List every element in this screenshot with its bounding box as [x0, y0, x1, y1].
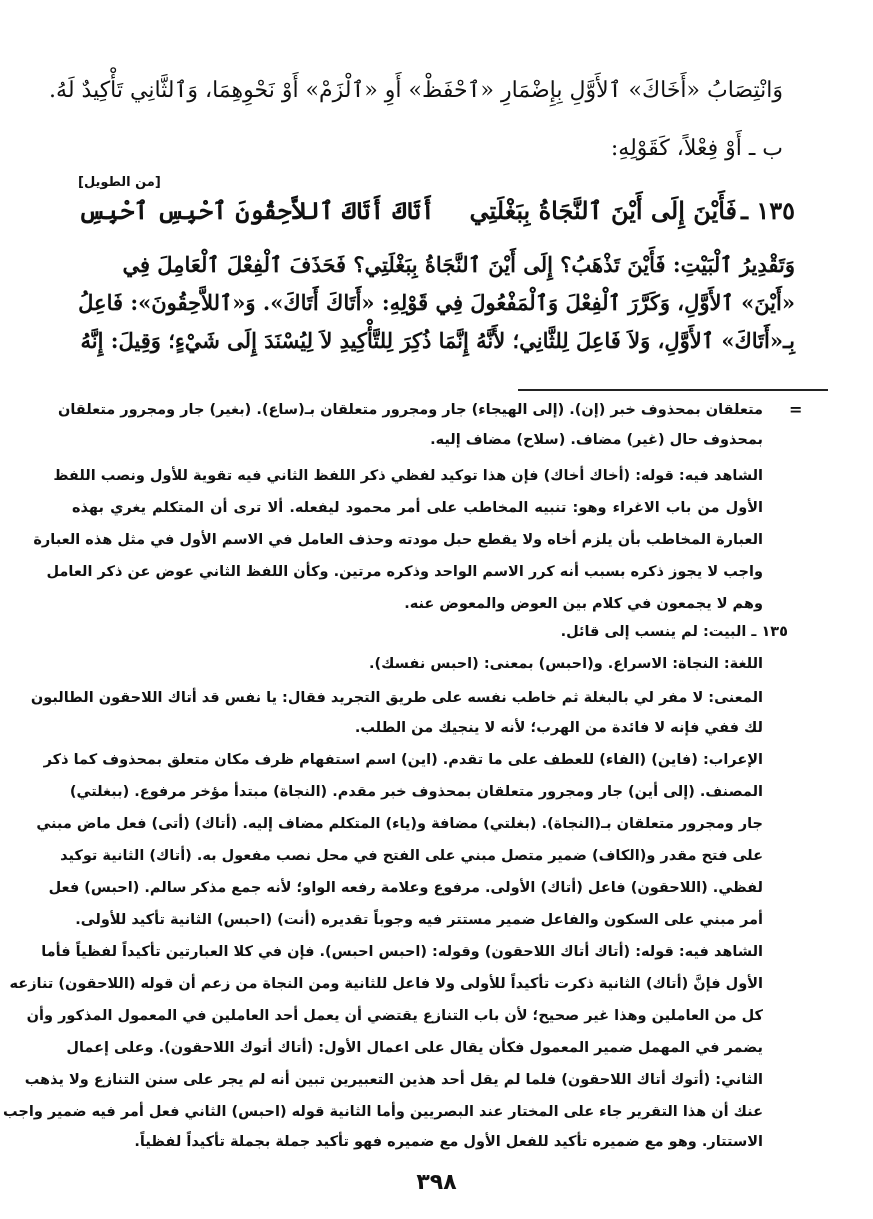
footnote-line: المصنف. (إلى أين) جار ومجرور متعلقان بمحذوف خبر مقدم. (النجاة) مبتدأ مؤخر مرفوع. (ببغلتي) [69, 784, 763, 800]
footnote-line: الأول من باب الاغراء وهو: تنبيه المخاطب على أمر محمود ليفعله. ألا ترى أن المتكلم يغري بهذه [72, 500, 763, 516]
footnote-line: اللغة: النجاة: الاسراع. و(احبس) بمعنى: (احبس نفسك). [369, 656, 763, 672]
footnote-line: الشاهد فيه: قوله: (أخاك أخاك) فإن هذا توكيد لفظي ذكر اللفظ الثاني فيه تقوية للأول ونصب اللفظ [53, 468, 763, 484]
commentary-line-3: بِـ«أَتَاكَ» ٱلأَوَّلِ، وَلاَ فَاعِلَ لِلثَّانِي؛ لأَنَّهُ إِنَّمَا ذُكِرَ لِلتَّأْكِيدِ لاَ لِيُسْنَدَ إِلَى شَيْءٍ؛ وَقِيلَ: إِنَّهُ [80, 328, 795, 353]
verse-meter-label: [من الطويل] [78, 175, 161, 190]
footnote-line: واجب لا يجوز ذكره بسبب أنه كرر الاسم الواحد وذكره مرتين. وكأن اللفظ الثاني عوض عن ذكر العامل [46, 564, 763, 580]
footnote-line: وهم لا يجمعون في كلام بين العوض والمعوض عنه. [404, 596, 763, 612]
footnote-line: جار ومجرور متعلقان بـ(النجاة). (بغلتي) مضافة و(ياء) المتكلم مضاف إليه. (أتاك) (أتى) فعل ماض مبني [36, 816, 763, 832]
footnote-line: الاستتار. وهو مع ضميره تأكيد للفعل الأول مع ضميره فهو تأكيد جملة بجملة تأكيداً لفظياً. [134, 1134, 763, 1150]
verse-number: ١٣٥ ـ [740, 196, 795, 225]
footnote-line: بمحذوف حال (غير) مضاف. (سلاح) مضاف إليه. [430, 432, 763, 448]
footnote-line: متعلقان بمحذوف خبر (إن). (إلى الهيجاء) جار ومجرور متعلقان بـ(ساع). (بغير) جار ومجرور متعلقان [57, 402, 763, 418]
footnote-line: عنك أن هذا التقرير جاء على المختار عند البصريين وأما الثانية قوله (احبس) الثاني فعل أمر فيه ضمير واجب [3, 1104, 763, 1120]
verse-hemistich-2: أَتَاكَ أَتَاكَ ٱللاَّحِقُونَ ٱحْبِسِ ٱحْبِسِ [78, 196, 435, 225]
footnote-line: الإعراب: (فاين) (الفاء) للعطف على ما تقدم. (اين) اسم استفهام ظرف مكان متعلق بمحذوف كما ذكر [43, 752, 763, 768]
footnote-line: لفظي. (اللاحقون) فاعل (أتاك) الأولى. مرفوع وعلامة رفعه الواو؛ لأنه جمع مذكر سالم. (احبس) فعل [48, 880, 763, 896]
verse-hemistich-1: فَأَيْنَ إِلَى أَيْنَ ٱلنَّجَاةُ بِبَغْلَتِي [469, 196, 737, 225]
main-text-line-2: ب ـ أَوْ فِعْلاً، كَقَوْلِهِ: [610, 136, 783, 161]
footnote-line: لك ففي فإنه لا فائدة من الهرب؛ لأنه لا ينجيك من الطلب. [354, 720, 763, 736]
verse-135 [78, 196, 795, 236]
footnote-separator [518, 389, 828, 391]
footnote-line: يضمر في المهمل ضمير المعمول فكأن يقال على اعمال الأول: (أتاك أتوك اللاحقون). وعلى إعمال [66, 1040, 763, 1056]
footnote-135-header: ١٣٥ ـ البيت: لم ينسب إلى قائل. [560, 624, 788, 640]
footnote-line: العبارة المخاطب بأن يلزم أخاه ولا يقطع حبل مودته وحذف العامل في الاسم الأول في مثل هذه العبارة [33, 532, 763, 548]
footnote-line: كل من العاملين وهذا غير صحيح؛ لأن باب التنازع يقتضي أن يعمل أحد العاملين في المعمول المذكور وأن [26, 1008, 763, 1024]
main-text-line-1: وَانْتِصَابُ «أَخَاكَ» ٱلأَوَّلِ بِإِضْمَارِ «ٱحْفَظْ» أَوِ «ٱلْزَمْ» أَوْ نَحْوِهِمَا، وَٱلثَّانِي تَأْكِيدٌ لَهُ. [49, 78, 783, 103]
footnote-line: أمر مبني على السكون والفاعل ضمير مستتر فيه وجوباً تقديره (أنت) (احبس) الثانية تأكيد للأولى. [75, 912, 763, 928]
page-number: ٣٩٨ [416, 1170, 457, 1195]
commentary-line-2: «أَيْنَ» ٱلأَوَّلِ، وَكَرَّرَ ٱلْفِعْلَ وَٱلْمَفْعُولَ فِي قَوْلِهِ: «أَتَاكَ أَتَاكَ». وَ«ٱللاَّحِقُونَ»: فَاعِلُ [78, 290, 795, 315]
footnote-line: المعنى: لا مفر لي بالبغلة ثم خاطب نفسه على طريق التجريد فقال: يا نفس قد أتاك اللاحقون الطالبون [30, 690, 763, 706]
footnote-line: الثاني: (أتوك أتاك اللاحقون) فلما لم يقل أحد هذين التعبيرين تبين أنه لم يجر على سنن التنازع ولا يذهب [24, 1072, 763, 1088]
footnote-line: على فتح مقدر و(الكاف) ضمير متصل مبني على الفتح في محل نصب مفعول به. (أتاك) الثانية توكيد [60, 848, 763, 864]
footnote-continuation-mark: = [789, 400, 803, 419]
footnote-line: الأول فإنَّ (أتاك) الثانية ذكرت تأكيداً للأولى ولا فاعل للثانية ومن النجاة من زعم أن قوله (اللاحقون) تنازعه [9, 976, 763, 992]
commentary-line-1: وَتَقْدِيرُ ٱلْبَيْتِ: فَأَيْنَ تَذْهَبُ؟ إِلَى أَيْنَ ٱلنَّجَاةُ بِبَغْلَتِي؟ فَحَذَفَ ٱلْفِعْلَ ٱلْعَامِلَ فِي [122, 252, 795, 277]
footnote-line: الشاهد فيه: قوله: (أتاك أتاك اللاحقون) وقوله: (احبس احبس). فإن في كلا العبارتين تأكيداً لفظياً فأما [41, 944, 763, 960]
